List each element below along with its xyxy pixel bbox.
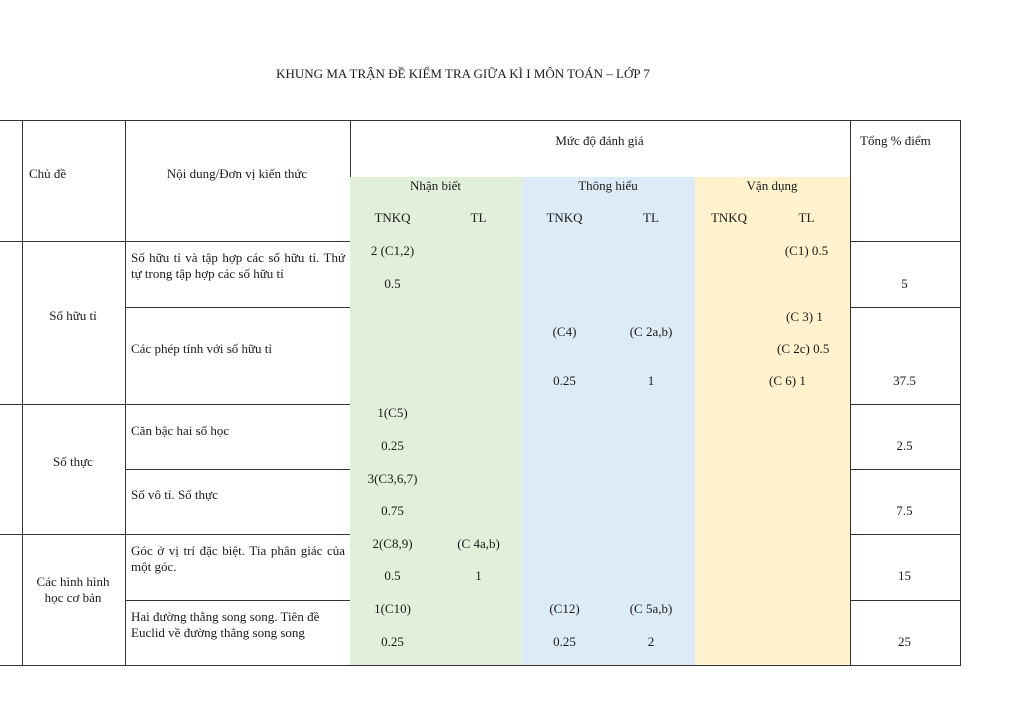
question-ref: 1(C5) <box>377 405 408 420</box>
matrix-cell <box>436 307 523 405</box>
matrix-cell <box>436 241 523 308</box>
content-cell <box>125 241 351 308</box>
matrix-cell <box>608 307 696 405</box>
matrix-cell <box>522 404 609 470</box>
matrix-cell <box>436 404 523 470</box>
matrix-cell <box>695 307 765 405</box>
matrix-cell <box>608 534 696 601</box>
score-value: 1 <box>475 568 482 583</box>
score-value: 0.25 <box>553 634 576 649</box>
matrix-cell <box>695 404 765 470</box>
topic-cell <box>22 534 126 666</box>
matrix-cell <box>350 241 437 308</box>
header-chu-de-label: Chủ đề <box>29 166 67 181</box>
stt-group-3 <box>0 534 23 666</box>
total-cell <box>850 241 961 308</box>
score-value: 2 <box>647 634 655 649</box>
matrix-cell <box>350 307 437 405</box>
header-muc-do <box>350 120 851 178</box>
header-th-tnkq <box>522 209 609 242</box>
matrix-cell <box>695 534 765 601</box>
matrix-cell <box>350 600 437 666</box>
score-value: 0.5 <box>384 276 401 291</box>
matrix-cell <box>695 469 765 535</box>
content-label: Các phép tính với số hữu tỉ <box>131 341 273 356</box>
total-cell <box>850 469 961 535</box>
question-ref: (C 6) 1 <box>769 373 806 388</box>
content-cell <box>125 307 351 405</box>
question-ref: (C 4a,b) <box>457 536 500 551</box>
question-ref: 2(C8,9) <box>372 536 413 551</box>
matrix-cell <box>350 469 437 535</box>
header-noi-dung-label: Nội dung/Đơn vị kiến thức <box>166 166 308 181</box>
matrix-cell <box>350 534 437 601</box>
matrix-cell <box>436 534 523 601</box>
matrix-cell <box>608 469 696 535</box>
topic-label: Số thực <box>53 454 93 469</box>
matrix-cell <box>695 600 765 666</box>
header-nb-tl-label: TL <box>470 210 487 225</box>
matrix-cell <box>764 404 851 470</box>
matrix-cell <box>522 600 609 666</box>
total-value: 2.5 <box>896 438 913 453</box>
matrix-cell <box>695 241 765 308</box>
content-label: Góc ở vị trí đặc biệt. Tia phân giác của một góc. <box>131 543 345 574</box>
question-ref: (C 3) 1 <box>786 309 823 324</box>
header-van-dung-label: Vận dụng <box>746 178 798 193</box>
total-cell <box>850 600 961 666</box>
question-ref: (C1) 0.5 <box>784 243 829 258</box>
matrix-cell <box>764 307 851 405</box>
total-cell <box>850 307 961 405</box>
content-label: Số hữu tỉ và tập hợp các số hữu tỉ. Thứ tự trong tập hợp các số hữu tỉ <box>131 250 345 281</box>
header-noi-dung <box>125 120 351 242</box>
content-label: Số vô tỉ. Số thực <box>131 487 218 502</box>
header-vd-tl <box>764 209 851 242</box>
topic-label: Số hữu tỉ <box>49 308 97 323</box>
content-cell <box>125 469 351 535</box>
content-cell <box>125 404 351 470</box>
matrix-cell <box>436 600 523 666</box>
question-ref: (C12) <box>549 601 580 616</box>
question-ref: (C 2a,b) <box>629 324 673 339</box>
matrix-cell <box>608 600 696 666</box>
header-nb-tnkq <box>350 209 437 242</box>
stt-group-1 <box>0 241 23 405</box>
header-nb-tnkq-label: TNKQ <box>374 210 411 225</box>
header-muc-do-label: Mức độ đánh giá <box>555 133 644 148</box>
topic-label: Các hình hình học cơ bản <box>36 574 110 605</box>
question-ref: (C4) <box>552 324 577 339</box>
header-th-tl <box>608 209 696 242</box>
content-cell <box>125 600 351 666</box>
question-ref: (C 2c) 0.5 <box>777 341 830 356</box>
header-vd-tl-label: TL <box>798 210 815 225</box>
header-nhan-biet <box>350 177 523 210</box>
header-th-tl-label: TL <box>643 210 659 225</box>
total-cell <box>850 404 961 470</box>
content-label: Hai đường thẳng song song. Tiên đề Euclid về đường thẳng song song <box>131 609 320 640</box>
matrix-cell <box>764 469 851 535</box>
matrix-cell <box>608 404 696 470</box>
total-cell <box>850 534 961 601</box>
matrix-cell <box>764 534 851 601</box>
matrix-cell <box>764 241 851 308</box>
score-value: 0.5 <box>384 568 401 583</box>
topic-cell <box>22 241 126 405</box>
score-value: 0.25 <box>381 634 404 649</box>
total-value: 25 <box>898 634 911 649</box>
header-van-dung <box>695 177 851 210</box>
header-nb-tl <box>436 209 523 242</box>
header-vd-tnkq-label: TNKQ <box>710 210 748 225</box>
header-tong-label: Tổng % điểm <box>860 133 931 148</box>
header-thong-hieu <box>522 177 696 210</box>
question-ref: 1(C10) <box>374 601 411 616</box>
header-chu-de <box>22 120 126 242</box>
matrix-cell <box>522 307 609 405</box>
matrix-cell <box>522 241 609 308</box>
header-thong-hieu-label: Thông hiểu <box>578 178 638 193</box>
total-value: 7.5 <box>896 503 913 518</box>
score-value: 1 <box>647 373 655 388</box>
score-value: 0.25 <box>381 438 404 453</box>
stt-group-2 <box>0 404 23 535</box>
matrix-cell <box>350 404 437 470</box>
document-title: KHUNG MA TRẬN ĐỀ KIỂM TRA GIỮA KÌ I MÔN TOÁN – LỚP 7 <box>276 66 650 81</box>
content-cell <box>125 534 351 601</box>
question-ref: 2 (C1,2) <box>370 243 415 258</box>
question-ref: 3(C3,6,7) <box>367 471 418 486</box>
total-value: 15 <box>898 568 911 583</box>
total-value: 37.5 <box>893 373 916 388</box>
score-value: 0.25 <box>553 373 576 388</box>
topic-cell <box>22 404 126 535</box>
matrix-cell <box>522 534 609 601</box>
header-tong <box>850 120 961 242</box>
content-label: Căn bậc hai số học <box>131 423 230 438</box>
matrix-cell <box>522 469 609 535</box>
question-ref: (C 5a,b) <box>629 601 673 616</box>
matrix-cell <box>608 241 696 308</box>
score-value: 0.75 <box>381 503 404 518</box>
matrix-cell <box>764 600 851 666</box>
header-stt <box>0 120 23 242</box>
header-nhan-biet-label: Nhận biết <box>410 178 461 193</box>
header-th-tnkq-label: TNKQ <box>546 210 583 225</box>
header-vd-tnkq <box>695 209 765 242</box>
total-value: 5 <box>901 276 908 291</box>
matrix-cell <box>436 469 523 535</box>
